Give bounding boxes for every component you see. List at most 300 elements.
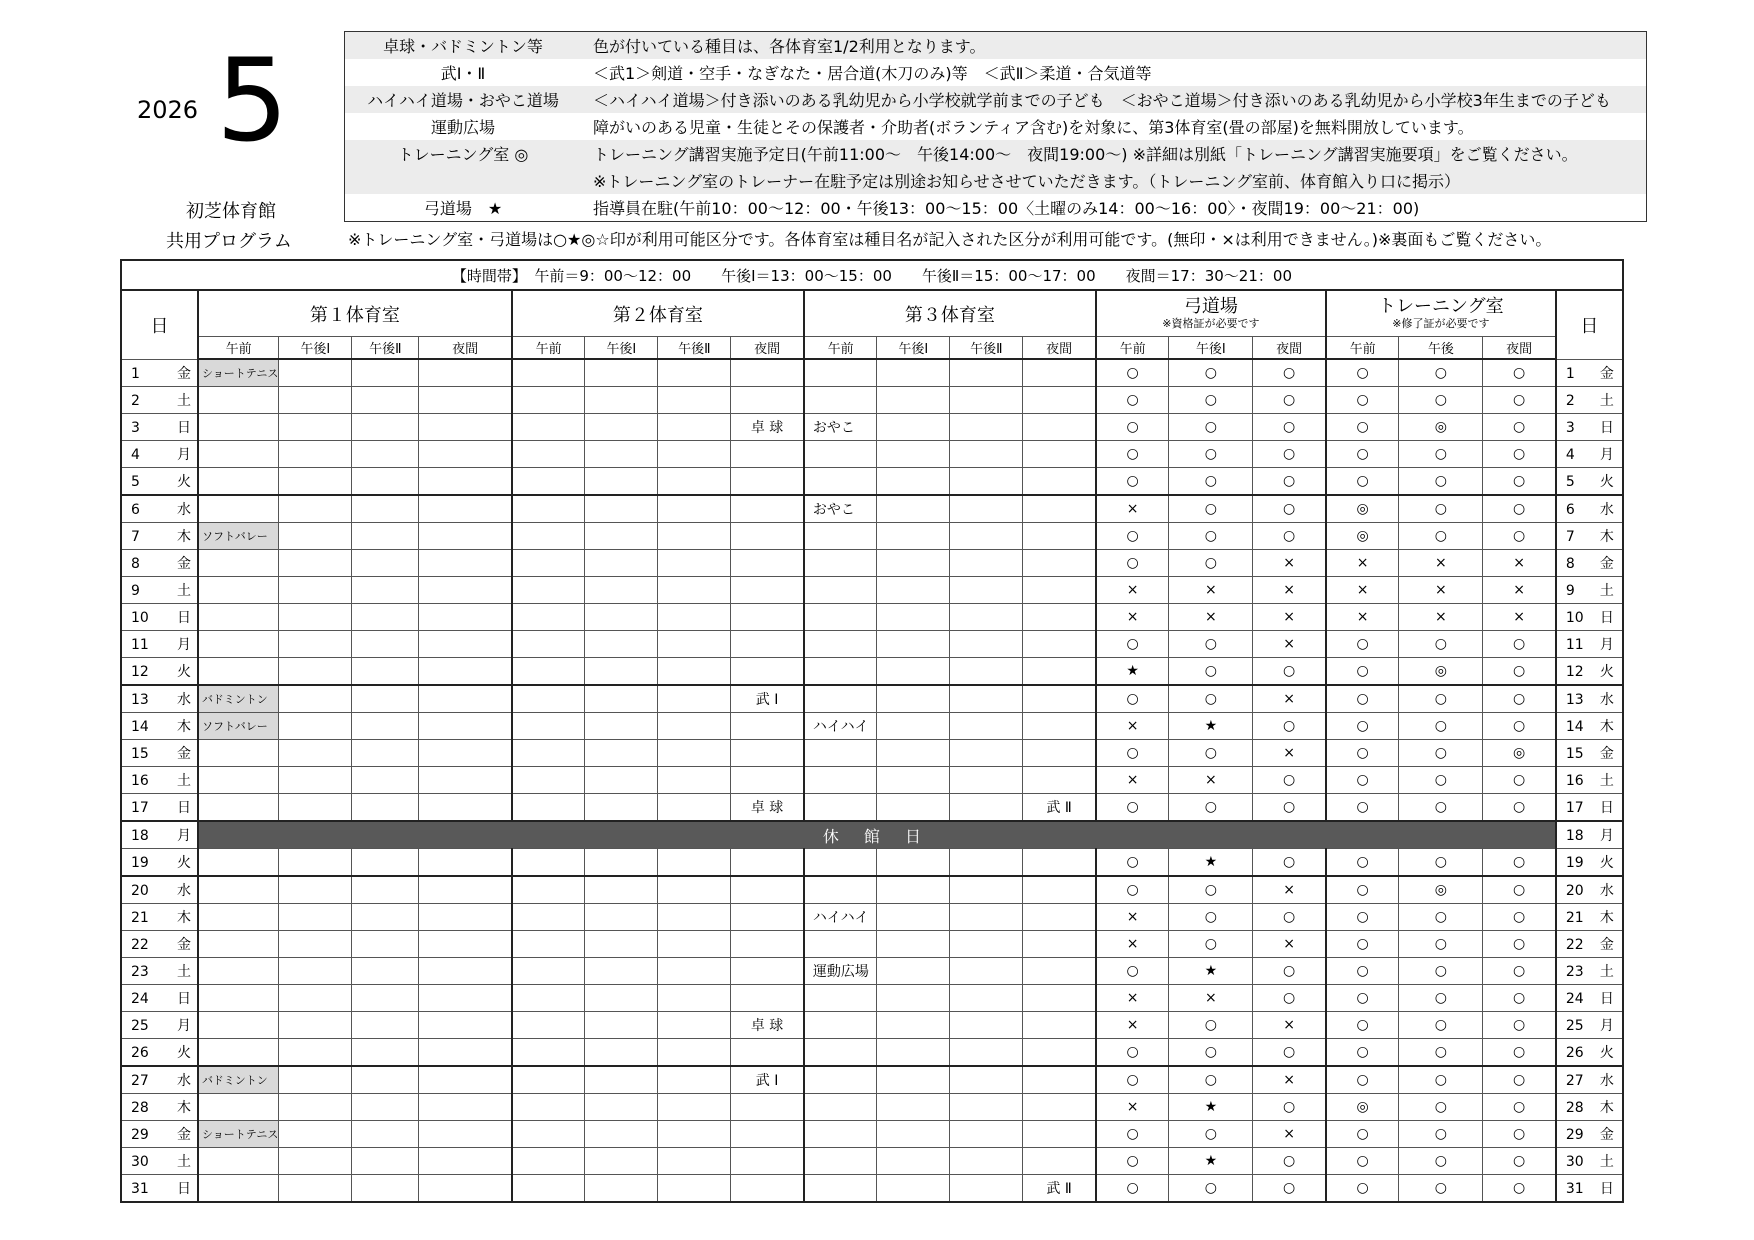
- gym1-slot: [279, 468, 352, 496]
- training-slot: ○: [1326, 1039, 1399, 1067]
- gym3-slot: [1023, 414, 1096, 441]
- day-number: 27: [1565, 1073, 1584, 1089]
- weekday: 土: [177, 393, 191, 409]
- training-slot: ○: [1326, 631, 1399, 658]
- gym1-slot: [352, 359, 419, 387]
- gym1-slot: [279, 1094, 352, 1121]
- schedule-row: [121, 604, 1623, 631]
- gym2-slot: [585, 1121, 658, 1148]
- gym2-period-header: 午前: [512, 337, 585, 360]
- day-number: 1: [131, 365, 140, 382]
- gym1-slot: [352, 876, 419, 904]
- gym2-slot: [585, 468, 658, 496]
- gym3-slot: [804, 577, 877, 604]
- legend-row: [345, 86, 1647, 113]
- program-title: 共用プログラム: [166, 231, 292, 252]
- gym3-slot: [950, 414, 1023, 441]
- weekday: 水: [1599, 1073, 1614, 1089]
- kyudo-slot: ○: [1169, 1066, 1253, 1094]
- day-number: 25: [1565, 1018, 1584, 1034]
- gym2-slot: [731, 931, 804, 958]
- gym1-slot: [419, 685, 512, 713]
- training-period-header: 午後: [1399, 337, 1483, 360]
- gym1-slot: [279, 794, 352, 822]
- kyudo-slot: ○: [1253, 794, 1326, 822]
- schedule-row: [121, 658, 1623, 686]
- gym1-slot: [352, 958, 419, 985]
- schedule-row: [121, 985, 1623, 1012]
- training-slot: ○: [1483, 387, 1556, 414]
- gym1-slot: [198, 876, 279, 904]
- gym2-slot: [658, 468, 731, 496]
- legend-row: [345, 59, 1647, 86]
- day-cell-right: [1556, 1094, 1623, 1121]
- training-slot: ○: [1483, 876, 1556, 904]
- training-slot: ○: [1399, 1121, 1483, 1148]
- gym2-slot: [731, 1094, 804, 1121]
- gym3-slot: [1023, 441, 1096, 468]
- kyudo-slot: ○: [1169, 631, 1253, 658]
- gym2-slot: [658, 713, 731, 740]
- day-cell-right: [1556, 1066, 1623, 1094]
- kyudo-slot: ×: [1096, 577, 1169, 604]
- day-cell-right: [1556, 1039, 1623, 1067]
- training-slot: ○: [1399, 495, 1483, 523]
- gym1-slot: [352, 1121, 419, 1148]
- weekday: 日: [177, 991, 191, 1007]
- kyudo-slot: ○: [1169, 495, 1253, 523]
- gym3-slot: [1023, 849, 1096, 877]
- legend-row: [345, 113, 1647, 140]
- weekday: 土: [1599, 583, 1614, 599]
- gym2-slot: [585, 1175, 658, 1203]
- gym3-slot: [1023, 740, 1096, 767]
- gym1-slot: [279, 904, 352, 931]
- gym2-slot: [585, 1066, 658, 1094]
- schedule-row: [121, 1121, 1623, 1148]
- kyudo-slot: ×: [1169, 985, 1253, 1012]
- training-slot: ○: [1326, 767, 1399, 794]
- kyudo-slot: ○: [1096, 794, 1169, 822]
- weekday: 土: [177, 1154, 191, 1170]
- kyudo-slot: ○: [1096, 958, 1169, 985]
- day-cell-left: [121, 767, 198, 794]
- training-slot: ○: [1483, 1012, 1556, 1039]
- training-slot: ○: [1483, 1148, 1556, 1175]
- gym3-slot: [950, 1148, 1023, 1175]
- gym2-slot: [512, 849, 585, 877]
- gym3-slot: [877, 767, 950, 794]
- gym2-slot: [585, 904, 658, 931]
- gym1-slot: [352, 685, 419, 713]
- kyudo-slot: ○: [1169, 1175, 1253, 1203]
- gym1-slot: [352, 849, 419, 877]
- weekday: 火: [1599, 855, 1614, 871]
- day-number: 22: [131, 937, 149, 953]
- legend-key: ハイハイ道場・おやこ道場: [345, 86, 582, 113]
- weekday: 木: [1599, 529, 1614, 545]
- kyudo-slot: ○: [1169, 1039, 1253, 1067]
- training-slot: ○: [1326, 958, 1399, 985]
- gym3-slot: [877, 985, 950, 1012]
- day-number: 6: [1565, 502, 1575, 518]
- training-slot: ○: [1326, 1175, 1399, 1203]
- training-slot: ○: [1483, 1175, 1556, 1203]
- legend-value: 色が付いている種目は、各体育室1/2利用となります。: [581, 32, 1647, 60]
- gym1-slot: [279, 359, 352, 387]
- gym1-slot: [279, 1039, 352, 1067]
- gym2-slot: [731, 1039, 804, 1067]
- weekday: 金: [177, 365, 191, 382]
- gym3-slot: [877, 1039, 950, 1067]
- gym3-slot: [950, 441, 1023, 468]
- gym2-slot: [658, 958, 731, 985]
- gym1-slot: [279, 849, 352, 877]
- schedule-row: [121, 550, 1623, 577]
- gym3-slot: [804, 876, 877, 904]
- day-number: 12: [1565, 664, 1584, 680]
- weekday: 木: [177, 529, 191, 545]
- kyudo-slot: ○: [1096, 1175, 1169, 1203]
- kyudo-slot: ○: [1253, 387, 1326, 414]
- gym3-slot: [1023, 523, 1096, 550]
- gym2-slot: [731, 441, 804, 468]
- gym1-slot: [279, 713, 352, 740]
- gym3-slot: おやこ: [804, 495, 877, 523]
- weekday: 月: [177, 447, 191, 463]
- gym3-slot: [1023, 387, 1096, 414]
- schedule-row: [121, 577, 1623, 604]
- gym2-slot: [731, 604, 804, 631]
- gym1-slot: ショートテニス: [198, 1121, 279, 1148]
- day-cell-left: [121, 794, 198, 822]
- gym3-slot: [950, 523, 1023, 550]
- day-number: 2: [1565, 393, 1575, 409]
- gym1-slot: [419, 904, 512, 931]
- kyudo-slot: ○: [1096, 1039, 1169, 1067]
- training-slot: ○: [1326, 685, 1399, 713]
- day-cell-left: [121, 495, 198, 523]
- gym3-slot: [877, 958, 950, 985]
- gym2-slot: [658, 685, 731, 713]
- gym1-slot: [352, 523, 419, 550]
- day-number: 19: [131, 855, 149, 871]
- gym2-slot: [512, 359, 585, 387]
- gym2-slot: [585, 577, 658, 604]
- gym3-slot: [1023, 904, 1096, 931]
- legend-key: 武Ⅰ・Ⅱ: [440, 64, 486, 83]
- kyudo-slot: ○: [1096, 876, 1169, 904]
- gym1-slot: [352, 1094, 419, 1121]
- day-number: 31: [1565, 1181, 1584, 1197]
- training-period-header: 午前: [1326, 337, 1399, 360]
- training-slot: ○: [1399, 1148, 1483, 1175]
- weekday: 土: [1599, 1154, 1614, 1170]
- schedule-row: [121, 794, 1623, 822]
- schedule-row: [121, 1148, 1623, 1175]
- gym3-slot: [877, 1012, 950, 1039]
- day-number: 13: [131, 692, 149, 708]
- gym3-slot: [877, 794, 950, 822]
- day-number: 29: [1565, 1127, 1584, 1143]
- gym1-slot: [352, 604, 419, 631]
- gym1-slot: [279, 767, 352, 794]
- kyudo-slot: ○: [1096, 1148, 1169, 1175]
- day-cell-right: [1556, 1121, 1623, 1148]
- gym3-slot: [1023, 1121, 1096, 1148]
- training-slot: ○: [1483, 931, 1556, 958]
- gym3-slot: [1023, 1039, 1096, 1067]
- training-slot: ×: [1483, 604, 1556, 631]
- training-slot: ○: [1483, 1066, 1556, 1094]
- gym3-slot: [804, 441, 877, 468]
- training-slot: ○: [1326, 1121, 1399, 1148]
- kyudo-slot: ○: [1169, 468, 1253, 496]
- schedule-row: [121, 740, 1623, 767]
- day-cell-right: [1556, 931, 1623, 958]
- kyudo-slot: ×: [1253, 1066, 1326, 1094]
- gym3-slot: [877, 849, 950, 877]
- day-number: 8: [1565, 556, 1575, 572]
- legend-value: ※トレーニング室のトレーナー在駐予定は別途お知らせさせていただきます。（トレーニング室前、体育館入り口に掲示）: [581, 167, 1647, 194]
- day-header-left: 日: [121, 290, 198, 359]
- gym3-slot: [1023, 713, 1096, 740]
- gym3-slot: [1023, 876, 1096, 904]
- gym2-slot: [658, 1175, 731, 1203]
- kyudo-slot: ○: [1253, 713, 1326, 740]
- gym2-slot: [512, 1066, 585, 1094]
- training-slot: ○: [1483, 468, 1556, 496]
- day-number: 15: [1565, 746, 1584, 762]
- gym3-slot: [950, 849, 1023, 877]
- training-slot: ○: [1399, 931, 1483, 958]
- gym2-slot: [585, 1148, 658, 1175]
- schedule-row: [121, 767, 1623, 794]
- gym1-slot: [198, 904, 279, 931]
- kyudo-slot: ○: [1253, 904, 1326, 931]
- gym1-slot: [352, 1039, 419, 1067]
- weekday: 木: [1599, 719, 1614, 735]
- gym1-slot: [419, 577, 512, 604]
- kyudo-header: [1096, 290, 1326, 337]
- gym2-slot: [658, 876, 731, 904]
- gym3-slot: [804, 740, 877, 767]
- gym3-slot: [950, 604, 1023, 631]
- day-cell-right: [1556, 985, 1623, 1012]
- weekday: 水: [177, 692, 191, 708]
- gym2-slot: [585, 876, 658, 904]
- day-number: 7: [131, 529, 140, 545]
- gym2-slot: [731, 767, 804, 794]
- day-number: 2: [131, 393, 140, 409]
- gym1-slot: [352, 550, 419, 577]
- kyudo-slot: ○: [1096, 414, 1169, 441]
- kyudo-slot: ★: [1169, 958, 1253, 985]
- day-number: 26: [1565, 1045, 1584, 1061]
- kyudo-slot: ★: [1169, 713, 1253, 740]
- gym3-slot: [877, 658, 950, 686]
- gym1-slot: [352, 904, 419, 931]
- gym2-slot: [731, 658, 804, 686]
- gym2-slot: [585, 1012, 658, 1039]
- gym3-slot: [950, 1012, 1023, 1039]
- training-slot: ○: [1399, 1094, 1483, 1121]
- gym2-slot: [658, 849, 731, 877]
- gym3-slot: [950, 631, 1023, 658]
- month-number: 5: [216, 34, 289, 167]
- gym2-header: 第２体育室: [512, 290, 804, 337]
- weekday: 日: [1599, 610, 1614, 626]
- kyudo-slot: ○: [1253, 1175, 1326, 1203]
- training-slot: ○: [1326, 849, 1399, 877]
- day-number: 11: [1565, 637, 1584, 653]
- gym1-slot: [419, 387, 512, 414]
- kyudo-slot: ○: [1096, 685, 1169, 713]
- kyudo-slot: ×: [1253, 685, 1326, 713]
- gym3-slot: [950, 713, 1023, 740]
- training-slot: ○: [1483, 523, 1556, 550]
- training-slot: ○: [1399, 1039, 1483, 1067]
- gym3-period-header: 午前: [804, 337, 877, 360]
- schedule-row: [121, 958, 1623, 985]
- gym2-slot: [658, 441, 731, 468]
- training-slot: ○: [1483, 658, 1556, 686]
- schedule-row: [121, 849, 1623, 877]
- training-slot: ◎: [1399, 414, 1483, 441]
- training-slot: ◎: [1399, 876, 1483, 904]
- kyudo-slot: ○: [1253, 958, 1326, 985]
- weekday: 火: [177, 474, 191, 490]
- gym2-slot: [585, 523, 658, 550]
- gym1-slot: [419, 441, 512, 468]
- day-number: 15: [131, 746, 149, 762]
- schedule-row: [121, 1175, 1623, 1203]
- day-cell-right: [1556, 1012, 1623, 1039]
- training-slot: ○: [1326, 359, 1399, 387]
- legend-value: トレーニング講習実施予定日(午前11:00～ 午後14:00～ 夜間19:00～) ※詳細は別紙「トレーニング講習実施要項」をご覧ください。: [581, 140, 1647, 167]
- legend-row: [345, 194, 1647, 222]
- gym2-slot: [512, 1148, 585, 1175]
- day-cell-left: [121, 1175, 198, 1203]
- weekday: 日: [177, 420, 191, 436]
- training-slot: ◎: [1326, 495, 1399, 523]
- gym2-slot: [512, 685, 585, 713]
- day-number: 7: [1565, 529, 1575, 545]
- kyudo-slot: ○: [1169, 387, 1253, 414]
- day-cell-left: [121, 740, 198, 767]
- training-slot: ○: [1326, 387, 1399, 414]
- gym1-slot: [352, 577, 419, 604]
- gym3-slot: [950, 685, 1023, 713]
- schedule-row: [121, 1012, 1623, 1039]
- schedule-row: [121, 904, 1623, 931]
- gym3-slot: [950, 931, 1023, 958]
- training-slot: ○: [1399, 685, 1483, 713]
- gym2-slot: [585, 495, 658, 523]
- gym1-slot: [279, 985, 352, 1012]
- gym3-slot: [950, 767, 1023, 794]
- gym2-slot: [512, 523, 585, 550]
- kyudo-slot: ×: [1096, 904, 1169, 931]
- weekday: 木: [1599, 1100, 1614, 1116]
- gym3-slot: [877, 1175, 950, 1203]
- schedule-row: [121, 1066, 1623, 1094]
- day-cell-right: [1556, 523, 1623, 550]
- weekday: 日: [177, 610, 191, 626]
- gym3-slot: [950, 359, 1023, 387]
- day-cell-right: [1556, 821, 1623, 849]
- gym3-slot: [804, 931, 877, 958]
- gym1-slot: [419, 550, 512, 577]
- day-cell-left: [121, 1148, 198, 1175]
- day-number: 12: [131, 664, 149, 680]
- gym1-slot: [198, 1094, 279, 1121]
- gym2-slot: [585, 387, 658, 414]
- day-cell-left: [121, 359, 198, 387]
- gym1-slot: [352, 1175, 419, 1203]
- gym3-slot: [804, 658, 877, 686]
- gym3-slot: [804, 1148, 877, 1175]
- kyudo-slot: ×: [1253, 1121, 1326, 1148]
- gym2-slot: [585, 414, 658, 441]
- weekday: 月: [1599, 1018, 1614, 1034]
- gym1-slot: [352, 931, 419, 958]
- gym2-slot: [658, 495, 731, 523]
- gym1-slot: [198, 495, 279, 523]
- gym2-slot: [512, 740, 585, 767]
- kyudo-slot: ○: [1169, 658, 1253, 686]
- facility-name: 初芝体育館: [186, 201, 276, 222]
- day-cell-right: [1556, 577, 1623, 604]
- day-cell-left: [121, 658, 198, 686]
- gym2-slot: [658, 1066, 731, 1094]
- gym1-slot: [352, 794, 419, 822]
- gym1-header: 第１体育室: [198, 290, 512, 337]
- gym2-slot: [585, 685, 658, 713]
- gym2-slot: [658, 387, 731, 414]
- gym1-slot: [419, 740, 512, 767]
- gym2-slot: [658, 523, 731, 550]
- gym3-slot: [950, 658, 1023, 686]
- gym2-slot: [731, 1148, 804, 1175]
- gym1-slot: [352, 387, 419, 414]
- training-slot: ○: [1483, 904, 1556, 931]
- gym2-slot: [658, 1094, 731, 1121]
- kyudo-slot: ×: [1096, 985, 1169, 1012]
- gym1-slot: [419, 1148, 512, 1175]
- gym3-slot: [1023, 767, 1096, 794]
- day-number: 18: [1565, 828, 1584, 844]
- gym1-slot: [419, 767, 512, 794]
- kyudo-slot: ○: [1096, 550, 1169, 577]
- gym1-slot: [198, 1039, 279, 1067]
- gym1-slot: [279, 577, 352, 604]
- gym3-slot: [1023, 985, 1096, 1012]
- kyudo-slot: ○: [1253, 985, 1326, 1012]
- gym2-slot: [658, 1148, 731, 1175]
- weekday: 金: [177, 1127, 191, 1143]
- day-cell-left: [121, 1039, 198, 1067]
- day-number: 6: [131, 502, 140, 518]
- gym1-slot: [352, 441, 419, 468]
- gym2-slot: [512, 658, 585, 686]
- legend-row: [345, 167, 1647, 194]
- gym2-slot: [585, 631, 658, 658]
- gym1-slot: [198, 441, 279, 468]
- gym2-slot: 卓 球: [731, 1012, 804, 1039]
- day-number: 17: [1565, 800, 1584, 816]
- gym1-slot: [198, 1175, 279, 1203]
